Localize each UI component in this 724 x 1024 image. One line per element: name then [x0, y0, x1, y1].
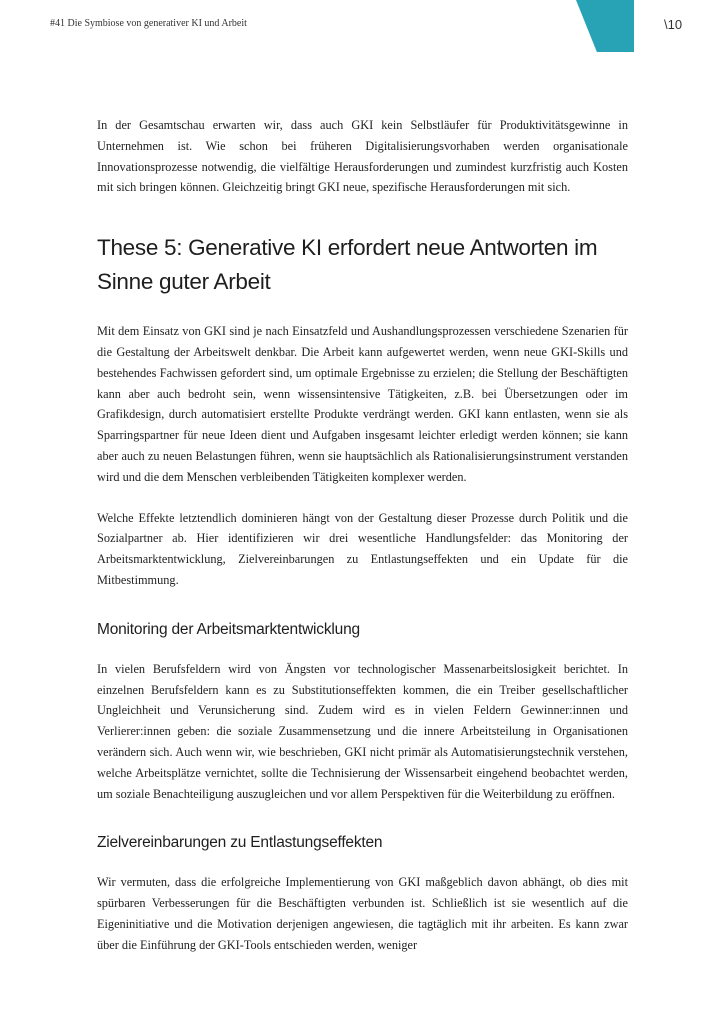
subsection-heading-monitoring: Monitoring der Arbeitsmarktentwicklung [97, 620, 360, 638]
intro-paragraph: In der Gesamtschau erwarten wir, dass auch GKI kein Selbstläufer für Produktivitätsgewinne in Unternehmen ist. Wie schon bei früheren Digitalisierungsvorhaben werden organisationale Innovationsprozesse notwendig, die vielfältige Herausforderungen und zumindest kurzfristig auch Kosten mit sich bringen können. Gleichzeitig bringt GKI neue, spezifische Herausforderungen mit sich. [97, 118, 628, 195]
subsection-paragraph-zielvereinbarungen: Wir vermuten, dass die erfolgreiche Implementierung von GKI maßgeblich davon abhängt, ob dies mit spürbaren Verbesserungen für die Beschäftigten verbunden ist. Schließlich ist sie wesentlich auf die Eigeninitiative und die Motivation derjenigen angewiesen, die tagtäglich mit ihr arbeiten. Es kann zwar über die Einführung der GKI-Tools entschieden werden, weniger [97, 875, 628, 952]
section-paragraph-2: Welche Effekte letztendlich dominieren hängt von der Gestaltung dieser Prozesse durch Politik und die Sozialpartner ab. Hier identifizieren wir drei wesentliche Handlungsfelder: das Monitoring der Arbeitsmarktentwicklung, Zielvereinbarungen zu Entlastungseffekten und ein Update für die Mitbestimmung. [97, 510, 628, 587]
section-heading: These 5: Generative KI erfordert neue Antworten im Sinne guter Arbeit [97, 235, 598, 295]
subsection-paragraph-monitoring: In vielen Berufsfeldern wird von Ängsten vor technologischer Massenarbeitslosigkeit berichtet. In einzelnen Berufsfeldern kann es zu Substitutionseffekten kommen, die ein Treiber gesellschaftlicher Ungleichheit und Verunsicherung sind. Zudem wird es in vielen Feldern Gewinner:innen und Verlierer:innen geben: die soziale Zusammensetzung und die innere Arbeitsteilung in Organisationen verändern sich. Auch wenn wir, wie beschrieben, GKI nicht primär als Automatisierungstechnik verstehen, welche Arbeitsplätze vernichtet, sollte die Technisierung der Wissensarbeit eingehend beobachtet werden, um soziale Benachteiligung auszugleichen und vor allem Perspektiven für die Weiterbildung zu eröffnen. [97, 661, 628, 801]
running-title: #41 Die Symbiose von generativer KI und Arbeit [50, 18, 247, 29]
page-number: \10 [664, 17, 683, 32]
section-paragraph-1: Mit dem Einsatz von GKI sind je nach Einsatzfeld und Aushandlungsprozessen verschiedene Szenarien für die Gestaltung der Arbeitswelt denkbar. Die Arbeit kann aufgewertet werden, wenn neue GKI-Skills und bestehendes Fachwissen gefordert sind, um optimale Ergebnisse zu erzielen; die Stellung der Beschäftigten kann aber auch bedroht sein, wenn wissensintensive Tätigkeiten, z.B. bei Übersetzungen oder im Grafikdesign, durch automatisiert erstellte Produkte verdrängt werden. GKI kann entlasten, wenn sie als Sparringspartner für neue Ideen dient und Aufgaben insgesamt leichter erledigt werden können; sie kann aber auch zu neuen Belastungen führen, wenn sie hauptsächlich als Rationalisierungsinstrument verstanden wird und die dem Menschen verbleibenden Tätigkeiten komplexer werden. [97, 324, 628, 484]
body-text [97, 115, 628, 956]
accent-shape [576, 0, 634, 52]
subsection-heading-zielvereinbarungen: Zielvereinbarungen zu Entlastungseffekten [97, 834, 383, 852]
